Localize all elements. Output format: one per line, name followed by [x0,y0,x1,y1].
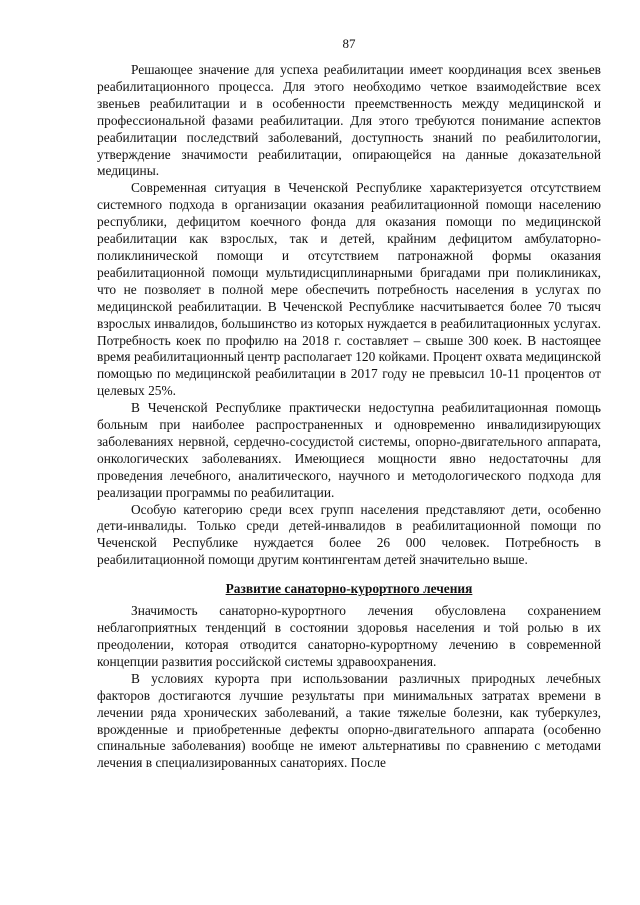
paragraph-sanatorium-significance: Значимость санаторно-курортного лечения обусловлена сохранением неблагоприятных тенденций в состоянии здоровья населения и той ролью в их преодолении, которая отводится санаторно-курортному лечению в современной концепции развития российской системы здравоохранения. [97,603,601,669]
document-body [97,62,601,772]
paragraph-coordination: Решающее значение для успеха реабилитации имеет координация всех звеньев реабилитационного процесса. Для этого необходимо четкое взаимодействие всех звеньев реабилитации и в особенности преемственность между медицинской и профессиональной фазами реабилитации. Для этого требуются понимание аспектов реабилитации последствий заболеваний, доступность знаний по реабилитологии, утверждение значимости реабилитации, опирающейся на данные доказательной медицины. [97,62,601,179]
paragraph-children: Особую категорию среди всех групп населения представляют дети, особенно дети-инвалиды. Только среди детей-инвалидов в реабилитационной помощи по Чеченской Республике нуждается более 26 000 человек. Потребность в реабилитационной помощи другим контингентам детей значительно выше. [97,501,601,568]
paragraph-unavailable-care: В Чеченской Республике практически недоступна реабилитационная помощь больным при наиболее распространенных и одновременно инвалидизирующих заболеваниях нервной, сердечно-сосудистой системы, опорно-двигательного аппарата, онкологических заболеваниях. Имеющиеся мощности явно недостаточны для проведения лечебного, аналитического, научного и методологического подхода для реализации программы по реабилитации. [97,400,601,500]
paragraph-resort-conditions: В условиях курорта при использовании различных природных лечебных факторов достигаются лучшие результаты при минимальных затратах времени в лечении ряда хронических заболеваний, а такие тяжелые болезни, как туберкулез, врожденные и приобретенные дефекты опорно-двигательного аппарата (особенно спинальные заболевания) вообще не имеют альтернативы по сравнению с методами лечения в специализированных санаториях. После [97,670,601,771]
paragraph-current-situation: Современная ситуация в Чеченской Республике характеризуется отсутствием системного подхода в организации оказания реабилитационной помощи населению республики, дефицитом коечного фонда для оказания помощи по медицинской реабилитации как взрослых, так и детей, крайним дефицитом амбулаторно-поликлинической помощи и отсутствием патронажной формы оказания реабилитационной помощи мультидисциплинарными бригадами при поликлиниках, что не позволяет в полной мере обеспечить потребность населения в услугах по медицинской реабилитации. В Чеченской Республике насчитывается более 70 тысяч взрослых инвалидов, большинство из которых нуждается в реабилитационных услугах. Потребность коек по профилю на 2018 г. составляет – свыше 300 коек. В настоящее время реабилитационный центр располагает 120 койками. Процент охвата медицинской помощью по медицинской реабилитации в 2017 году не превысил 10-11 процентов от целевых 25%. [97,180,601,399]
section-heading: Развитие санаторно-курортного лечения [225,581,473,597]
page-number: 87 [342,36,356,51]
